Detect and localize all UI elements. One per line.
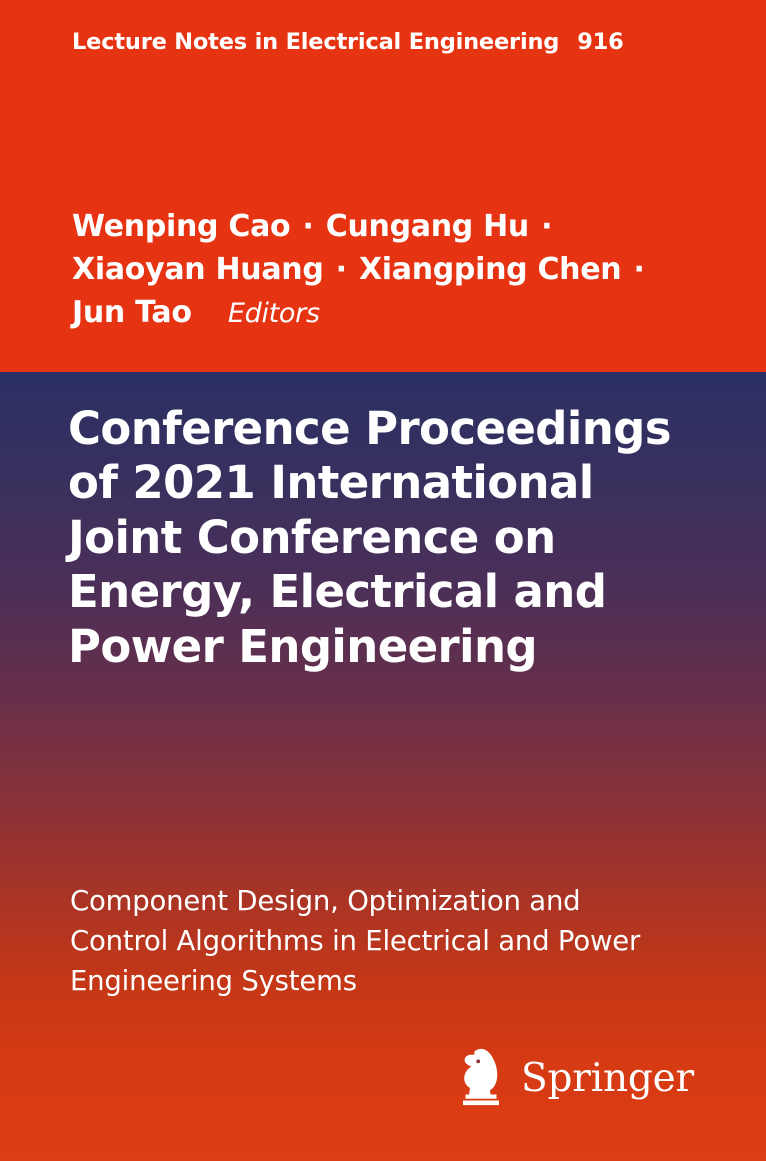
springer-knight-icon — [454, 1047, 508, 1109]
editor-xiaoyan-huang: Xiaoyan Huang — [72, 252, 324, 288]
editor-cungang-hu: Cungang Hu — [325, 209, 529, 244]
editor-separator: · — [302, 209, 314, 244]
editors-line-3 — [72, 291, 692, 334]
series-name: Lecture Notes in Electrical Engineering — [72, 29, 560, 55]
book-subtitle: Component Design, Optimization and Control Algorithms in Electrical and Power Engineering Systems — [70, 885, 641, 997]
editor-xiangping-chen: Xiangping Chen — [358, 252, 622, 288]
editors-line-2 — [72, 248, 692, 291]
editors-role-label: Editors — [227, 298, 320, 330]
editors-line-1 — [72, 205, 692, 248]
cover-main-area — [0, 372, 766, 1161]
editor-separator: · — [541, 209, 553, 244]
series-band — [0, 0, 766, 372]
editor-separator: · — [633, 252, 645, 288]
editors-block — [72, 205, 692, 335]
editor-jun-tao: Jun Tao — [72, 295, 192, 331]
publisher-logo — [454, 1047, 694, 1109]
series-number: 916 — [577, 29, 624, 55]
series-line — [72, 29, 624, 55]
editor-separator: · — [335, 252, 347, 288]
book-title: Conference Proceedings of 2021 International Joint Conference on Energy, Electrical and Power Engineering — [68, 402, 671, 673]
publisher-name: Springer — [520, 1055, 694, 1101]
editor-wenping-cao: Wenping Cao — [72, 209, 291, 244]
